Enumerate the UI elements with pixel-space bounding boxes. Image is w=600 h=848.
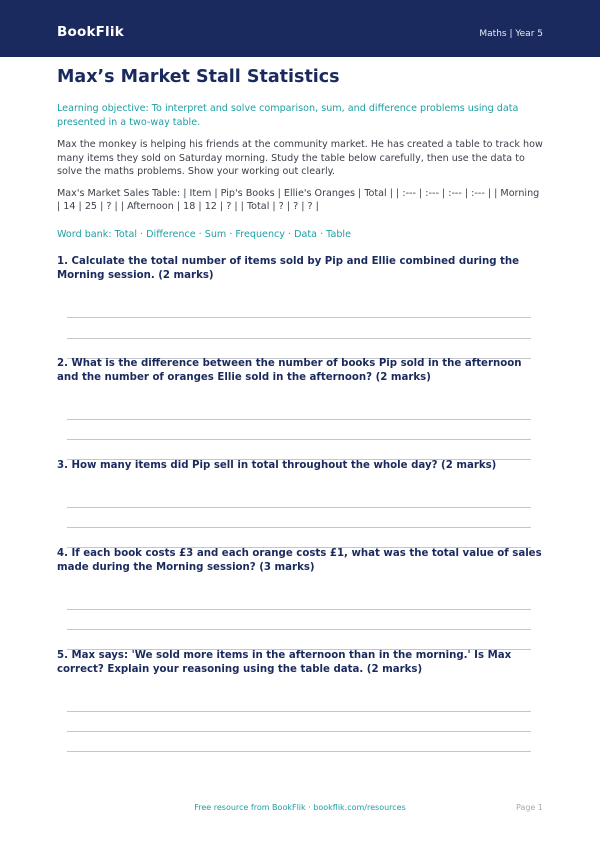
learning-objective: Learning objective: To interpret and solve comparison, sum, and difference problems using data presented in a two-way table. bbox=[57, 103, 519, 128]
subject-label: Maths | Year 5 bbox=[479, 29, 543, 39]
intro-section bbox=[57, 66, 543, 240]
intro-paragraph: Max the monkey is helping his friends at the community market. He has created a table to track how many items they sold on Saturday morning. Study the table below carefully, then use the data to solve the maths problems. Show your working out clearly. bbox=[57, 139, 543, 177]
question-1: 1. Calculate the total number of items sold by Pip and Ellie combined during the Morning session. (2 marks) bbox=[57, 256, 520, 281]
answer-line[interactable] bbox=[67, 507, 531, 508]
question-3: 3. How many items did Pip sell in total throughout the whole day? (2 marks) bbox=[57, 460, 497, 471]
question-4: 4. If each book costs £3 and each orange costs £1, what was the total value of sales made during the Morning session? (3 marks) bbox=[57, 548, 542, 573]
answer-line[interactable] bbox=[67, 609, 531, 610]
sales-table-text: Max's Market Sales Table: | Item | Pip's Books | Ellie's Oranges | Total | | :--- | :--- | :--- | :--- | | Morning | 14 | 25 | ? | | Afternoon | 18 | 12 | ? | | Total | ? | ? | ? | bbox=[57, 187, 540, 212]
answer-line[interactable] bbox=[67, 711, 531, 712]
brand-logo-text[interactable]: BookFlik bbox=[57, 24, 124, 40]
answer-line[interactable] bbox=[67, 317, 531, 318]
answer-line[interactable] bbox=[67, 419, 531, 420]
question-2: 2. What is the difference between the number of books Pip sold in the afternoon and the number of oranges Ellie sold in the afternoon? (2 marks) bbox=[57, 358, 522, 383]
page-title: Max’s Market Stall Statistics bbox=[57, 67, 340, 87]
word-bank: Word bank: Total · Difference · Sum · Frequency · Data · Table bbox=[57, 228, 351, 240]
question-5: 5. Max says: 'We sold more items in the afternoon than in the morning.' Is Max correct? Explain your reasoning using the table data. (2 marks) bbox=[57, 650, 512, 675]
page-number: Page 1 bbox=[516, 803, 543, 812]
answer-line[interactable] bbox=[67, 731, 531, 732]
answer-line[interactable] bbox=[67, 629, 531, 630]
answer-line[interactable] bbox=[67, 439, 531, 440]
header-bar bbox=[0, 0, 600, 57]
answer-line[interactable] bbox=[67, 338, 531, 339]
answer-line[interactable] bbox=[67, 751, 531, 752]
answer-line[interactable] bbox=[67, 527, 531, 528]
footer-credit[interactable]: Free resource from BookFlik · bookflik.com/resources bbox=[194, 803, 406, 812]
